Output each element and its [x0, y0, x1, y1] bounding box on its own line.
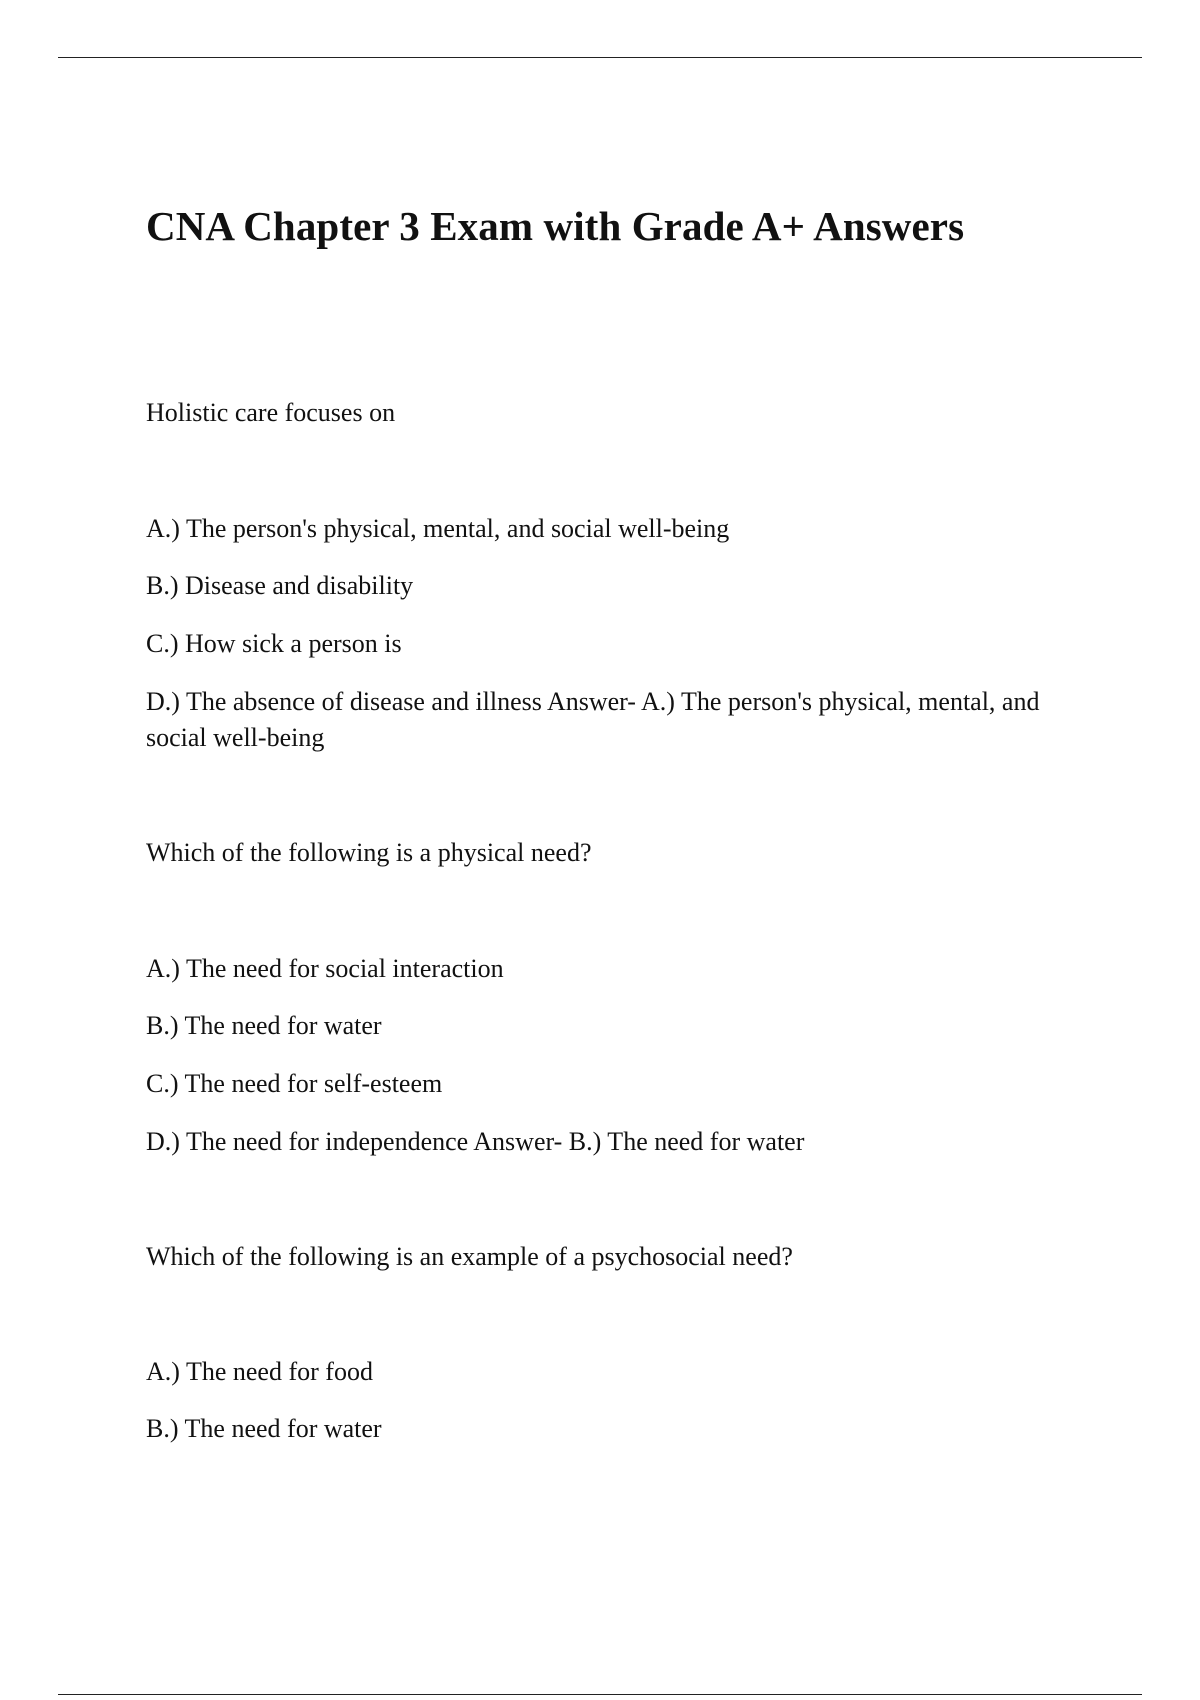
question-1-option-d-answer: D.) The absence of disease and illness Answer- A.) The person's physical, mental, and social well-being: [146, 687, 1040, 752]
top-rule: [58, 57, 1142, 58]
question-1-option-a: A.) The person's physical, mental, and social well-being: [146, 514, 730, 543]
question-3-option-b: B.) The need for water: [146, 1414, 382, 1443]
document-title: CNA Chapter 3 Exam with Grade A+ Answers: [146, 203, 965, 249]
question-2-option-c: C.) The need for self-esteem: [146, 1069, 443, 1098]
bottom-rule: [58, 1694, 1142, 1695]
question-2-option-d-answer: D.) The need for independence Answer- B.) The need for water: [146, 1127, 805, 1156]
question-3-prompt: Which of the following is an example of a psychosocial need?: [146, 1242, 793, 1271]
question-3-option-a: A.) The need for food: [146, 1357, 373, 1386]
question-1-option-b: B.) Disease and disability: [146, 571, 414, 600]
question-2-prompt: Which of the following is a physical need?: [146, 838, 592, 867]
question-1-prompt: Holistic care focuses on: [146, 398, 396, 427]
question-2-option-b: B.) The need for water: [146, 1011, 382, 1040]
question-2-option-a: A.) The need for social interaction: [146, 954, 504, 983]
question-1-option-c: C.) How sick a person is: [146, 629, 402, 658]
